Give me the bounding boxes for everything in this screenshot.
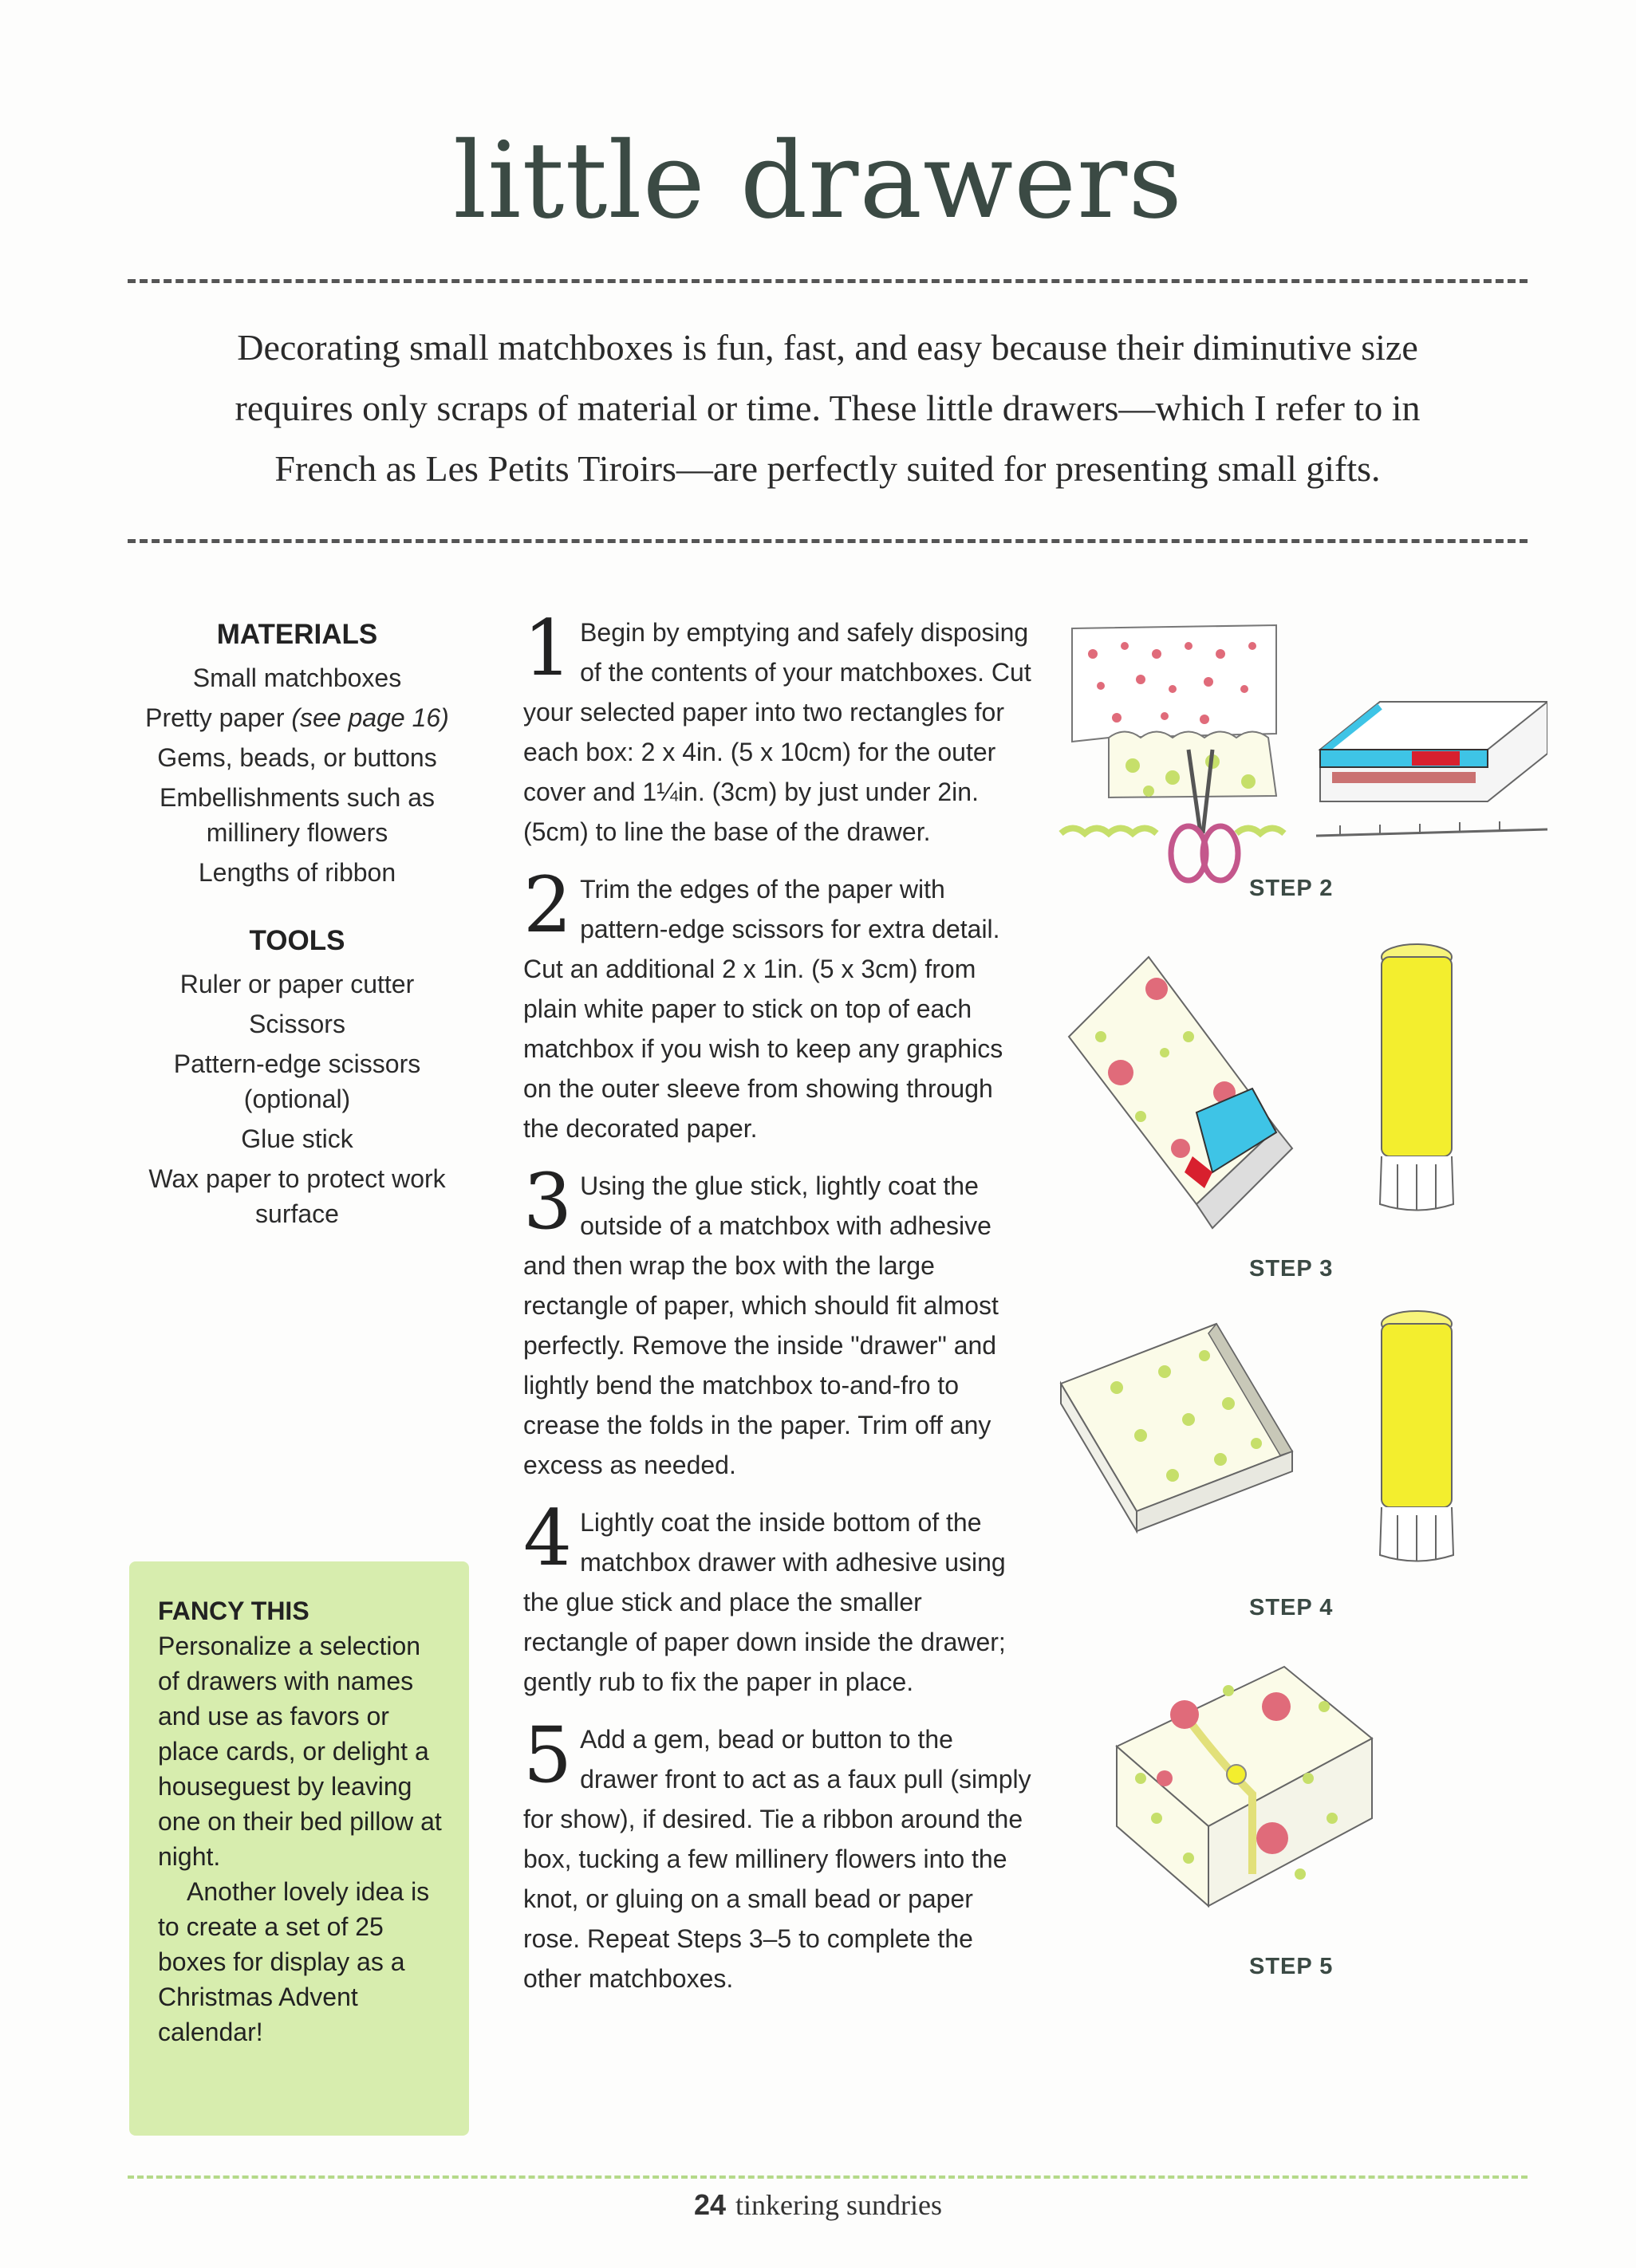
intro-line: Decorating small matchboxes is fun, fast, and easy because their diminutive size (237, 327, 1418, 368)
material-item: Small matchboxes (192, 663, 402, 692)
step-number: 4 (523, 1494, 573, 1583)
step-text: Begin by emptying and safely disposing of the contents of your matchboxes. Cut your selected paper into two rectangles for each box: 2 x 4in. (5 x 10cm) for the outer cover and 1¼in. (3cm) by just under 2in. (5cm) to line the base of the drawer. (523, 618, 1031, 846)
patterned-paper-icon (1072, 625, 1276, 797)
step-label-4: STEP 4 (1249, 1595, 1334, 1620)
glue-stick-icon (1380, 1311, 1453, 1561)
step-label-3: STEP 3 (1249, 1256, 1334, 1282)
material-item: Lengths of ribbon (198, 858, 396, 887)
step-text: Lightly coat the inside bottom of the matchbox drawer with adhesive using the glue stick and place the smaller rectangle of paper down inside the drawer; gently rub to fix the paper in place. (523, 1508, 1006, 1696)
fancy-text-2: Another lovely idea is to create a set of 25 boxes for display as a Christmas Advent calendar! (158, 1877, 430, 2046)
illustrations-column (1037, 606, 1547, 2010)
step-3 (523, 1157, 1034, 1485)
material-paper-label: Pretty paper (145, 703, 292, 732)
step3-illustration (1037, 941, 1547, 1260)
fancy-text (158, 1593, 447, 1874)
tool-item: Ruler or paper cutter (179, 970, 415, 998)
intro-paragraph (128, 317, 1528, 499)
step4-illustration (1037, 1308, 1547, 1595)
matchbox-open-icon (1320, 702, 1547, 801)
open-drawer-icon (1061, 1324, 1292, 1531)
glue-stick-icon (1380, 944, 1453, 1211)
step-text: Trim the edges of the paper with pattern-edge scissors for extra detail. Cut an additional 2 x 1in. (5 x 3cm) from plain white paper to stick on top of each matchbox if you wish to keep any graphics on the outer sleeve from showing through the decorated paper. (523, 875, 1003, 1143)
section-name: tinkering sundries (735, 2189, 942, 2221)
step-text: Using the glue stick, lightly coat the outside of a matchbox with adhesive and then wrap the box with the large rectangle of paper, which should fit almost perfectly. Remove the inside "drawer" and lightly bend the matchbox to-and-fro to crease the folds in the paper. Trim off any excess as needed. (523, 1171, 999, 1479)
step-5 (523, 1711, 1034, 1998)
step-number: 2 (523, 860, 573, 950)
intro-line: French as Les Petits Tiroirs—are perfectly suited for presenting small gifts. (274, 448, 1381, 489)
step-4 (523, 1494, 1034, 1702)
fancy-label: FANCY THIS (158, 1597, 309, 1625)
materials-column (136, 617, 459, 1236)
step5-illustration (1037, 1659, 1547, 1946)
intro-line: requires only scraps of material or time. These little drawers—which I refer to in (235, 388, 1421, 428)
footer-divider (128, 2175, 1528, 2179)
step-label-5: STEP 5 (1249, 1954, 1334, 1979)
finished-matchbox-icon (1117, 1667, 1372, 1906)
step-2 (523, 860, 1034, 1148)
tool-item: Wax paper to protect work surface (148, 1164, 446, 1228)
wrapped-matchbox-icon (1069, 957, 1292, 1228)
materials-heading: MATERIALS (216, 619, 378, 650)
divider-bottom (128, 539, 1528, 543)
step-number: 3 (523, 1157, 573, 1246)
material-item: Gems, beads, or buttons (157, 743, 437, 772)
material-item: Embellishments such as millinery flowers (159, 783, 436, 847)
step2-illustration (1037, 606, 1547, 893)
page-title: little drawers (452, 120, 1184, 242)
tool-item: Glue stick (241, 1124, 353, 1153)
step-number: 5 (523, 1711, 573, 1800)
step-1 (523, 604, 1034, 852)
ruler-icon (1316, 821, 1547, 836)
step-number: 1 (523, 604, 573, 693)
page-footer (0, 2188, 1636, 2222)
step-text: Add a gem, bead or button to the drawer front to act as a faux pull (simply for show), if desired. Tie a ribbon around the box, tucking a few millinery flowers into the knot, or gluing on a small bead or paper rose. Repeat Steps 3–5 to complete the other matchboxes. (523, 1725, 1031, 1993)
tools-heading: TOOLS (249, 925, 345, 956)
trimmed-edge-strip (1061, 829, 1284, 834)
divider-top (128, 279, 1528, 283)
steps-column (523, 604, 1034, 2016)
step-label-2: STEP 2 (1249, 876, 1334, 901)
tool-item: Pattern-edge scissors (optional) (173, 1049, 421, 1113)
material-paper-ref: (see page 16) (291, 703, 449, 732)
fancy-this-box (129, 1561, 469, 2136)
page-number: 24 (693, 2188, 727, 2221)
material-item-paper (136, 700, 459, 735)
fancy-text-1: Personalize a selection of drawers with names and use as favors or place cards, or delight a houseguest by leaving one on their bed pillow at night. (158, 1632, 442, 1871)
tool-item: Scissors (249, 1010, 345, 1038)
